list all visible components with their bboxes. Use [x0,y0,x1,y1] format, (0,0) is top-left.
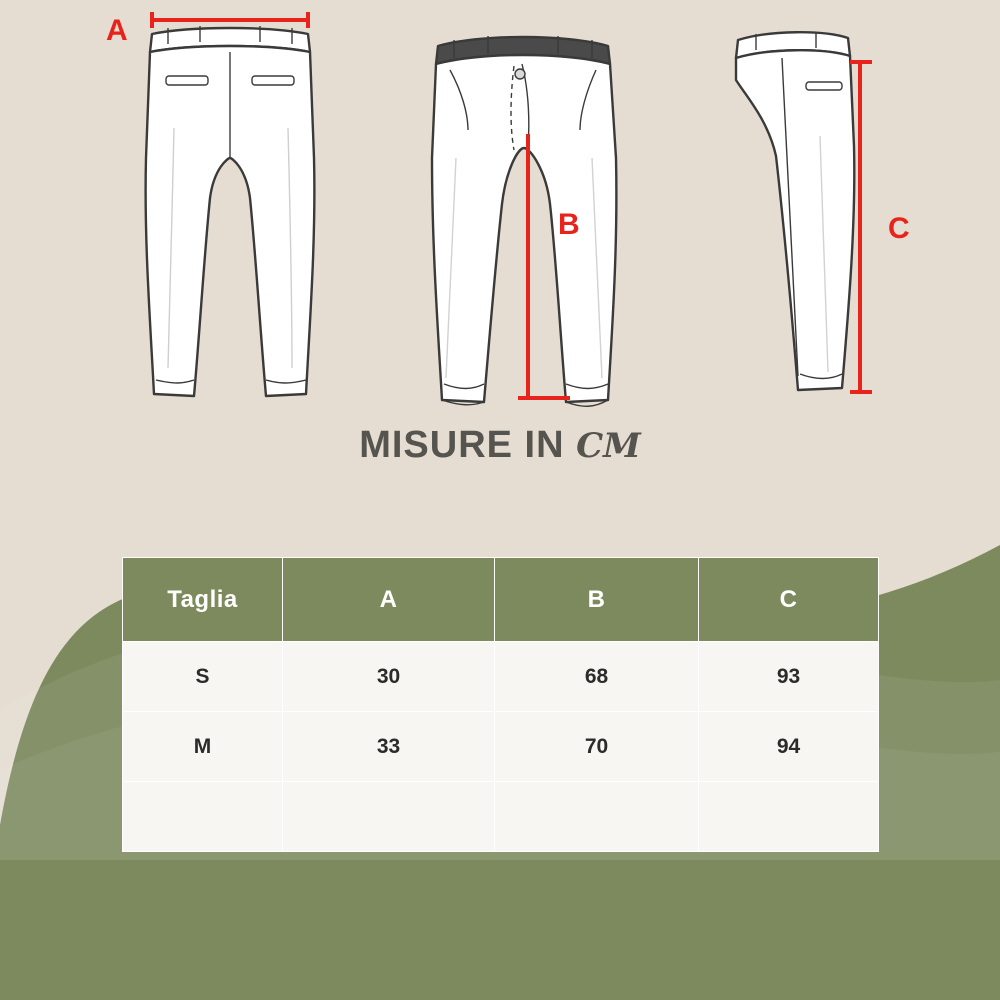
table-row [123,712,879,782]
table-header-row [123,558,879,642]
table-cell-b: 70 [495,712,699,782]
table-cell-b: 68 [495,642,699,712]
measure-caption [0,424,1000,467]
size-table [122,557,879,852]
table-cell-c [699,782,879,852]
pants-front-view [410,18,660,418]
table-row [123,782,879,852]
table-cell-c: 94 [699,712,879,782]
table-header-cell: Taglia [123,558,283,642]
table-header-cell: A [283,558,495,642]
table-cell-size: S [123,642,283,712]
table-cell-size: M [123,712,283,782]
size-table-wrapper [122,557,878,852]
table-cell-c: 93 [699,642,879,712]
label-b: B [558,208,580,241]
table-header-cell: C [699,558,879,642]
pants-illustrations [0,0,1000,420]
table-cell-b [495,782,699,852]
table-cell-a: 30 [283,642,495,712]
caption-unit: CM [576,426,641,466]
table-cell-a [283,782,495,852]
table-cell-a: 33 [283,712,495,782]
table-header-cell: B [495,558,699,642]
label-a: A [106,14,128,47]
measure-line-a [152,12,308,28]
table-cell-size [123,782,283,852]
pants-back-view [100,8,360,418]
pants-side-view [720,16,940,416]
label-c: C [888,212,910,245]
table-row [123,642,879,712]
caption-text: MISURE IN [359,424,565,466]
